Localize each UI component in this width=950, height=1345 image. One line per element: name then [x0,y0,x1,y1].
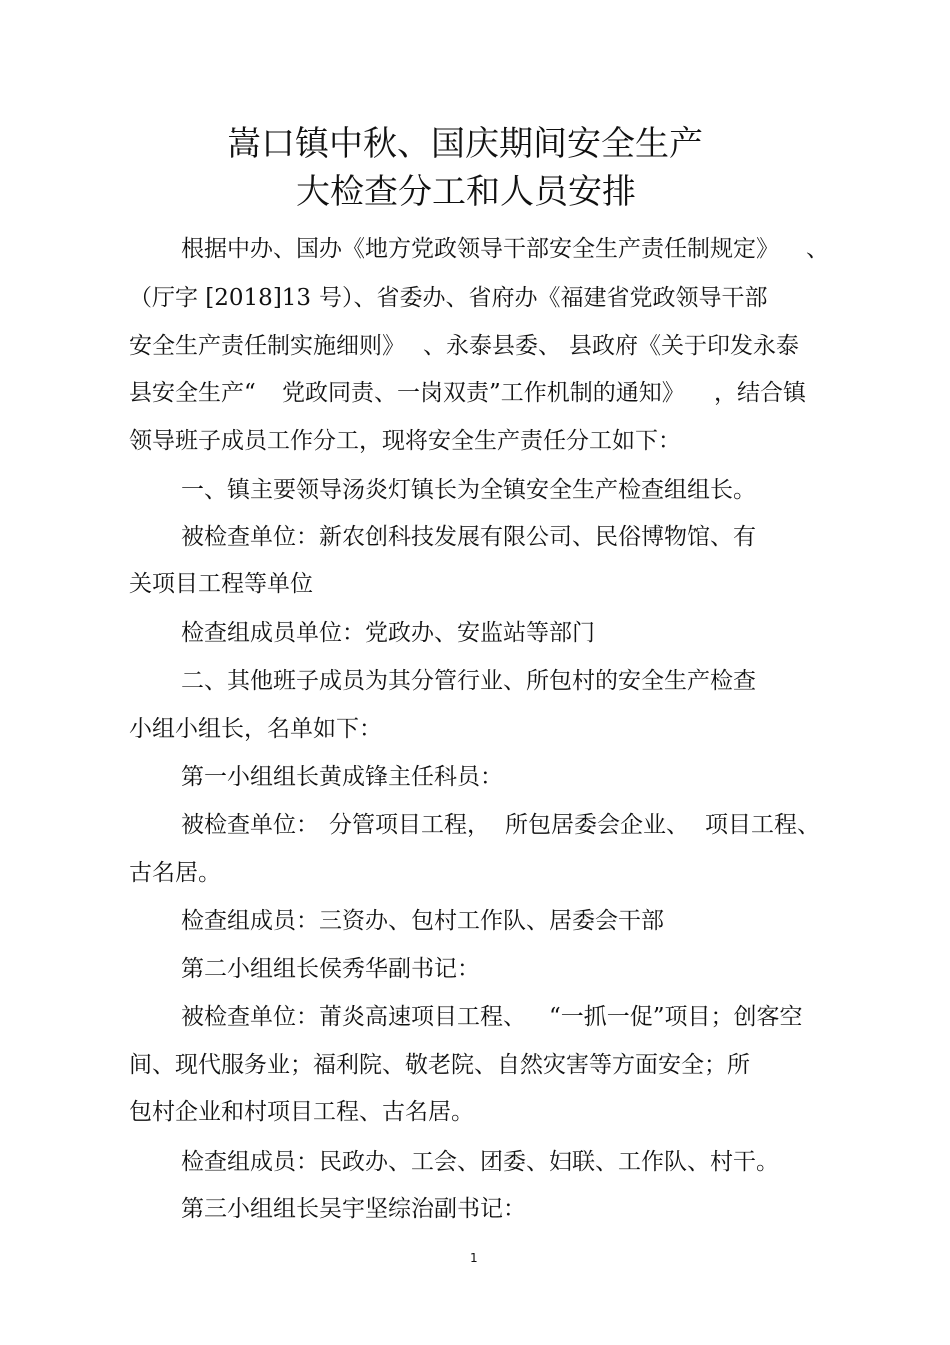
intro-text: 党政同责、一岗双责”工作机制的通知》 [282,380,685,406]
paragraph-text: 小组小组长，名单如下： [129,716,382,742]
paragraph-text: 二、其他班子成员为其分管行业、所包村的安全生产检查 [181,668,756,694]
paragraph-text: 所包居委会企业、 [505,812,689,838]
intro-text: ，结合镇 [714,380,806,406]
paragraph-text: 古名居。 [129,860,221,886]
paragraph-text: 第三小组组长吴宇坚综治副书记： [181,1196,526,1222]
page-number: 1 [470,1251,478,1265]
intro-text: （厅字 [2018]13 [129,285,312,311]
document-title-line-1: 嵩口镇中秋、国庆期间安全生产 [227,124,703,164]
paragraph-text: 分管项目工程， [329,812,490,838]
intro-text: 县安全生产“ [129,380,256,406]
paragraph-text: 被检查单位：莆炎高速项目工程、 [181,1004,526,1030]
paragraph-text: 检查组成员单位：党政办、安监站等部门 [181,620,595,646]
paragraph-text: 关项目工程等单位 [129,571,313,597]
intro-text: 安全生产责任制实施细则》 [129,333,405,359]
paragraph-text: 被检查单位： [181,812,319,838]
intro-text: 、永泰县委、 [423,333,561,359]
paragraph-text: 检查组成员：三资办、包村工作队、居委会干部 [181,908,664,934]
paragraph-text: 第一小组组长黄成锋主任科员： [181,764,503,790]
paragraph-text: 包村企业和村项目工程、古名居。 [129,1099,474,1125]
paragraph-text: 一、镇主要领导汤炎灯镇长为全镇安全生产检查组组长。 [181,477,756,503]
intro-text: 根据中办、国办《地方党政领导干部安全生产责任制规定》 [181,236,779,262]
intro-text: 号）、省委办、省府办《福建省党政领导干部 [319,285,768,311]
paragraph-text: 第二小组组长侯秀华副书记： [181,956,480,982]
paragraph-text: 项目工程、 [705,812,820,838]
intro-text: 、 [806,236,829,262]
document-title-line-2: 大检查分工和人员安排 [296,172,636,212]
paragraph-text: 间、现代服务业；福利院、敬老院、自然灾害等方面安全；所 [129,1052,750,1078]
paragraph-text: 被检查单位：新农创科技发展有限公司、民俗博物馆、有 [181,524,756,550]
paragraph-text: 检查组成员：民政办、工会、团委、妇联、工作队、村干。 [181,1149,779,1175]
intro-text: 县政府《关于印发永泰 [569,333,799,359]
intro-text: 领导班子成员工作分工，现将安全生产责任分工如下： [129,428,681,454]
paragraph-text: “一抓一促”项目；创客空 [549,1004,803,1030]
